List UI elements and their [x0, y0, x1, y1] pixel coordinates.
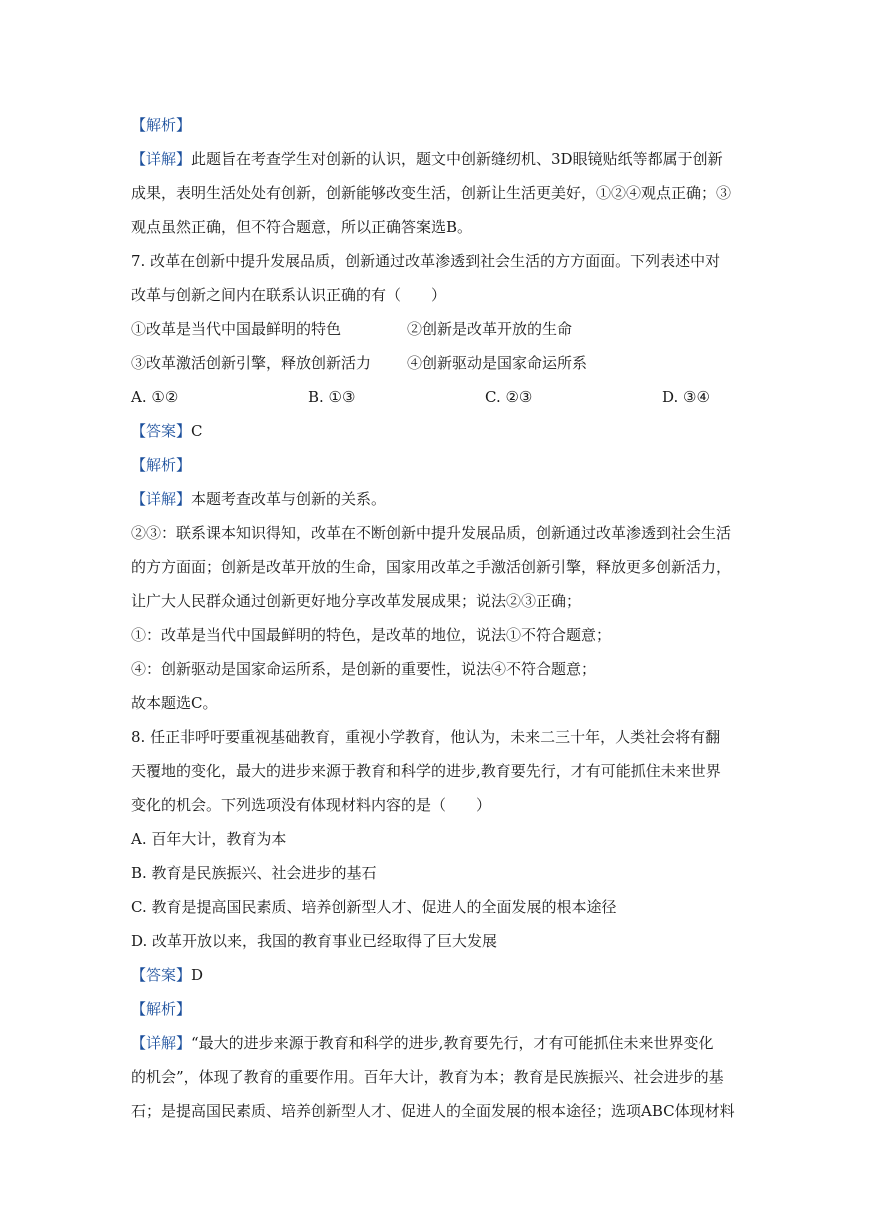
analysis-heading — [131, 448, 741, 482]
detail-line — [131, 1026, 741, 1060]
question-7-stem: 改革与创新之间内在联系认识正确的有（ ） — [131, 286, 447, 304]
option-d: D. 改革开放以来，我国的教育事业已经取得了巨大发展 — [131, 932, 498, 950]
detail-line: 的机会”，体现了教育的重要作用。百年大计，教育为本；教育是民族振兴、社会进步的基 — [131, 1068, 724, 1086]
option-c: C. ②③ — [485, 388, 533, 406]
detail-text: 此题旨在考查学生对创新的认识，题文中创新缝纫机、3D眼镜贴纸等都属于创新 — [191, 150, 723, 168]
detail-line: 成果，表明生活处处有创新，创新能够改变生活，创新让生活更美好，①②④观点正确；③ — [131, 184, 732, 202]
option-a: A. ①② — [131, 388, 179, 406]
analysis-heading — [131, 108, 741, 142]
detail-line: ④：创新驱动是国家命运所系，是创新的重要性，说法④不符合题意； — [131, 660, 597, 678]
answer-tag: 【答案】 — [131, 422, 192, 440]
detail-line: 让广大人民群众通过创新更好地分享改革发展成果；说法②③正确； — [131, 592, 582, 610]
detail-tag: 【详解】 — [131, 490, 192, 508]
detail-line: 故本题选C。 — [131, 694, 218, 712]
statement-2: ②创新是改革开放的生命 — [407, 320, 573, 338]
detail-line — [131, 142, 741, 176]
question-8-stem: 变化的机会。下列选项没有体现材料内容的是（ ） — [131, 796, 492, 814]
detail-tag: 【详解】 — [131, 150, 192, 168]
detail-line: ①：改革是当代中国最鲜明的特色，是改革的地位，说法①不符合题意； — [131, 626, 612, 644]
document-page — [131, 108, 741, 1128]
question-7-stem: 7. 改革在创新中提升发展品质，创新通过改革渗透到社会生活的方方面面。下列表述中对 — [131, 252, 721, 270]
answer-tag: 【答案】 — [131, 966, 192, 984]
question-7-options — [131, 380, 741, 414]
option-d: D. ③④ — [662, 388, 710, 406]
analysis-tag: 【解析】 — [131, 1000, 192, 1018]
option-a: A. 百年大计，教育为本 — [131, 830, 287, 848]
statement-1: ①改革是当代中国最鲜明的特色 — [131, 320, 342, 338]
option-b: B. ①③ — [308, 388, 356, 406]
answer-line — [131, 958, 741, 992]
detail-line — [131, 482, 741, 516]
option-b: B. 教育是民族振兴、社会进步的基石 — [131, 864, 377, 882]
analysis-heading — [131, 992, 741, 1026]
answer-value: D — [191, 966, 204, 984]
answer-value: C — [191, 422, 203, 440]
detail-text: 本题考查改革与创新的关系。 — [191, 490, 387, 508]
detail-text: “最大的进步来源于教育和科学的进步,教育要先行，才有可能抓住未来世界变化 — [191, 1034, 714, 1052]
statement-4: ④创新驱动是国家命运所系 — [407, 354, 588, 372]
detail-line: 的方方面面；创新是改革开放的生命，国家用改革之手激活创新引擎，释放更多创新活力， — [131, 558, 732, 576]
analysis-tag: 【解析】 — [131, 456, 192, 474]
answer-line — [131, 414, 741, 448]
question-8-stem: 天覆地的变化，最大的进步来源于教育和科学的进步,教育要先行，才有可能抓住未来世界 — [131, 762, 721, 780]
question-7-statements-row — [131, 312, 741, 346]
detail-line: ②③：联系课本知识得知，改革在不断创新中提升发展品质，创新通过改革渗透到社会生活 — [131, 524, 732, 542]
detail-line: 石；是提高国民素质、培养创新型人才、促进人的全面发展的根本途径；选项ABC体现材料 — [131, 1102, 735, 1120]
question-8-stem: 8. 任正非呼吁要重视基础教育，重视小学教育，他认为，未来二三十年，人类社会将有翻 — [131, 728, 721, 746]
question-7-statements-row — [131, 346, 741, 380]
detail-tag: 【详解】 — [131, 1034, 192, 1052]
statement-3: ③改革激活创新引擎，释放创新活力 — [131, 354, 372, 372]
detail-line: 观点虽然正确，但不符合题意，所以正确答案选B。 — [131, 218, 473, 236]
analysis-tag: 【解析】 — [131, 116, 192, 134]
option-c: C. 教育是提高国民素质、培养创新型人才、促进人的全面发展的根本途径 — [131, 898, 617, 916]
